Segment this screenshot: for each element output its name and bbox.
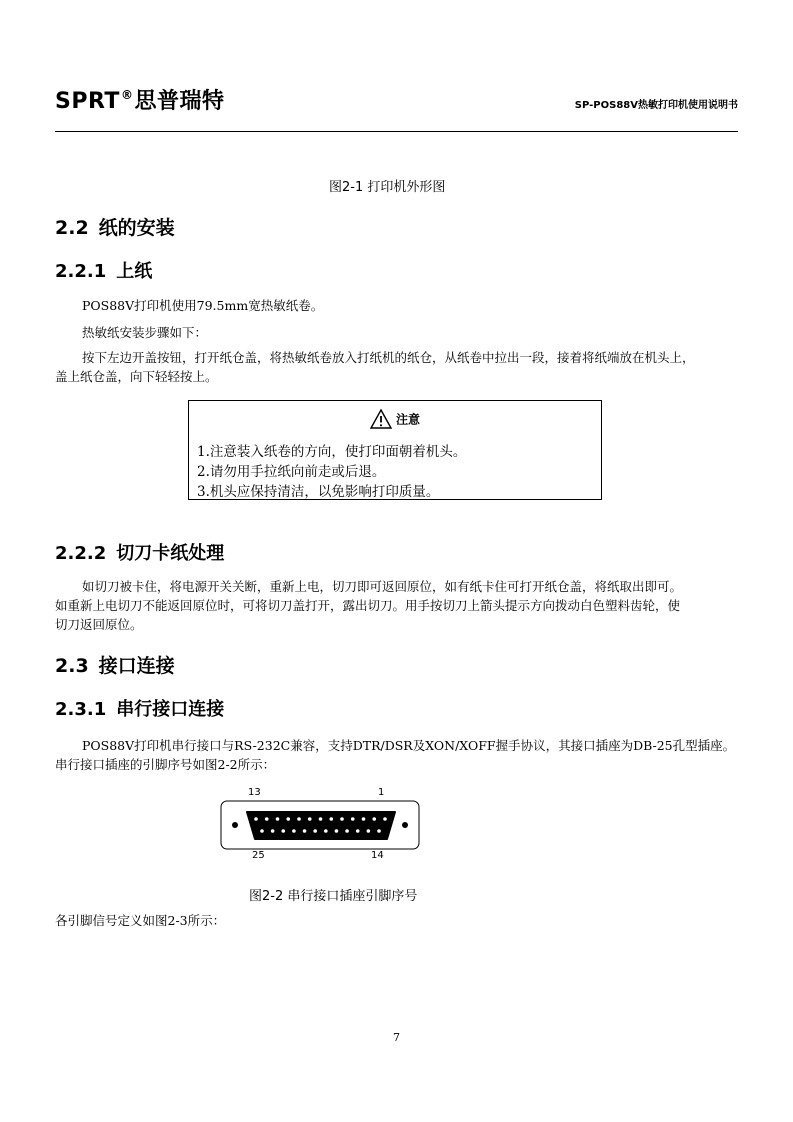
text-line: 切刀返回原位。 (55, 617, 143, 632)
pin-hole (271, 829, 275, 833)
note-heading (189, 409, 601, 429)
pin-hole (281, 829, 285, 833)
mounting-hole-left (232, 822, 238, 828)
pin-hole (276, 817, 280, 821)
manual-title: SP-POS88Ⅴ热敏打印机使用说明书 (574, 100, 738, 111)
pin-label-25: 25 (252, 850, 265, 861)
pin-hole (345, 829, 349, 833)
section-number: 2.3.1 (55, 699, 107, 720)
pin-hole (319, 817, 323, 821)
paragraph-install-intro: 热敏纸安装步骤如下： (82, 325, 208, 340)
page-number: 7 (393, 1031, 400, 1044)
section-title: 切刀卡纸处理 (116, 543, 225, 564)
pin-hole (372, 817, 376, 821)
note-item: 1.注意装入纸卷的方向，使打印面朝着机头。 (197, 444, 467, 460)
db25-connector-diagram (220, 800, 420, 850)
registered-mark: ® (120, 88, 134, 102)
note-item: 2.请勿用手拉纸向前走或后退。 (197, 464, 386, 480)
section-number: 2.2.1 (55, 261, 107, 282)
pin-label-13: 13 (248, 787, 261, 798)
pin-hole (313, 829, 317, 833)
pin-hole (286, 817, 290, 821)
pin-hole (335, 829, 339, 833)
section-title: 上纸 (116, 261, 153, 282)
text-line: 盖上纸仓盖，向下轻轻按上。 (55, 369, 218, 384)
pin-hole (351, 817, 355, 821)
paragraph-install-steps (55, 348, 745, 386)
note-item: 3.机头应保持清洁，以免影响打印质量。 (197, 484, 440, 500)
section-heading-2-2 (55, 213, 175, 240)
mounting-hole-right (402, 822, 408, 828)
section-title: 纸的安装 (98, 217, 175, 239)
paragraph-serial-interface (55, 736, 755, 774)
text-line: POS88Ⅴ打印机串行接口与RS-232C兼容，支持DTR/DSR及XON/XOFF握手协议，其接口插座为DB-25孔型插座。 (82, 738, 736, 753)
note-title: 注意 (395, 412, 420, 427)
paragraph-pin-definitions: 各引脚信号定义如图2-3所示： (55, 913, 226, 928)
section-heading-2-2-1 (55, 257, 152, 283)
pin-hole (324, 829, 328, 833)
pin-hole (303, 829, 307, 833)
pin-hole (340, 817, 344, 821)
text-line: 串行接口插座的引脚序号如图2-2所示： (55, 757, 276, 772)
section-heading-2-3 (55, 651, 175, 678)
pin-hole (377, 829, 381, 833)
pin-hole (297, 817, 301, 821)
section-heading-2-3-1 (55, 695, 224, 721)
pin-hole (383, 817, 387, 821)
pin-hole (265, 817, 269, 821)
section-title: 接口连接 (98, 655, 175, 677)
header-divider (55, 131, 738, 132)
pin-hole (329, 817, 333, 821)
pin-hole (260, 829, 264, 833)
pin-label-1: 1 (378, 787, 385, 798)
figure-2-1-caption: 图2-1 打印机外形图 (329, 180, 446, 195)
brand-prefix: SPRT (55, 89, 120, 114)
text-line: 如重新上电切刀不能返回原位时，可将切刀盖打开，露出切刀。用手按切刀上箭头提示方向拨动白色塑料齿轮，使 (55, 598, 681, 613)
text-line: 如切刀被卡住，将电源开关关断，重新上电，切刀即可返回原位，如有纸卡住可打开纸仓盖，将纸取出即可。 (82, 579, 683, 594)
pin-hole (292, 829, 296, 833)
pin-hole (362, 817, 366, 821)
brand-logo (55, 84, 224, 115)
figure-2-2-caption: 图2-2 串行接口插座引脚序号 (249, 889, 418, 904)
paragraph-cutter-jam (55, 577, 755, 634)
section-title: 串行接口连接 (116, 699, 225, 720)
pin-label-14: 14 (371, 850, 384, 861)
section-number: 2.3 (55, 655, 89, 677)
text-line: 按下左边开盖按钮，打开纸仓盖，将热敏纸卷放入打纸机的纸仓，从纸卷中拉出一段，接着将纸端放在机头上， (82, 350, 695, 365)
pin-hole (367, 829, 371, 833)
note-box (188, 400, 602, 500)
section-heading-2-2-2 (55, 539, 224, 565)
warning-icon (370, 409, 392, 429)
section-number: 2.2.2 (55, 543, 107, 564)
pin-housing (247, 812, 395, 839)
paragraph-paper-spec: POS88Ⅴ打印机使用79.5mm宽热敏纸卷。 (82, 298, 324, 313)
pin-hole (308, 817, 312, 821)
section-number: 2.2 (55, 217, 89, 239)
pin-hole (254, 817, 258, 821)
note-list (197, 442, 466, 502)
brand-name: 思普瑞特 (134, 89, 225, 114)
pin-hole (356, 829, 360, 833)
